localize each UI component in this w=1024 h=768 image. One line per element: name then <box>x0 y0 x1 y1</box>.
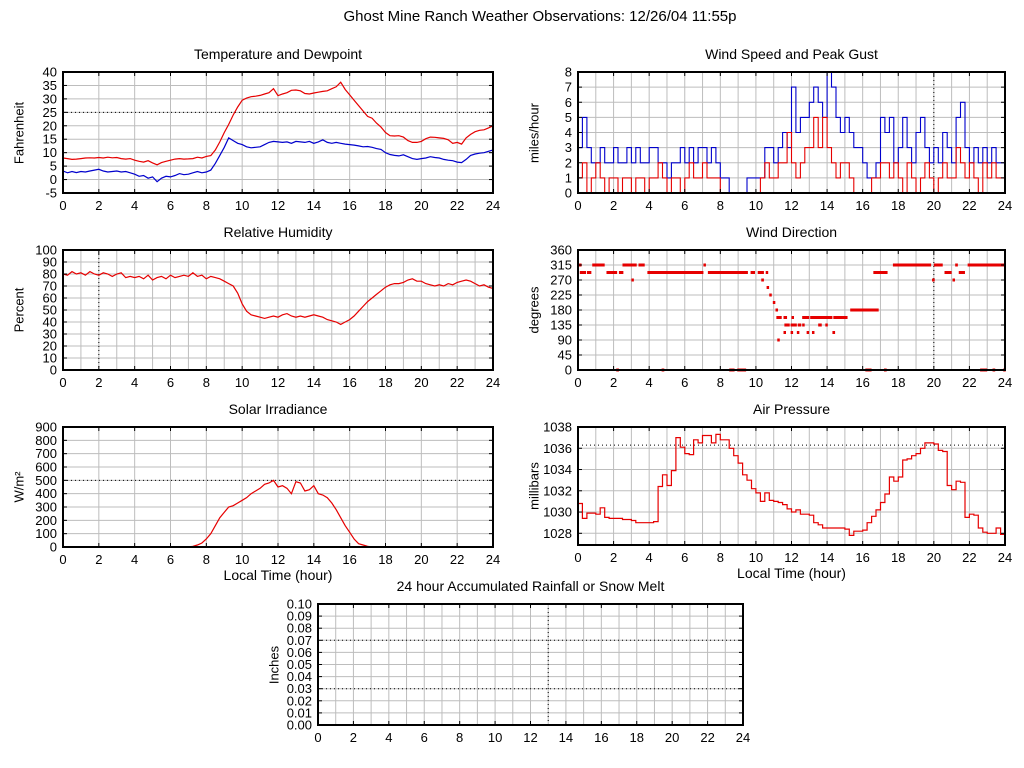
x-axis-label: Local Time (hour) <box>223 567 333 583</box>
chart-title: 24 hour Accumulated Rainfall or Snow Melt <box>396 578 665 594</box>
svg-text:0.01: 0.01 <box>286 705 312 721</box>
svg-text:8: 8 <box>202 198 210 213</box>
svg-text:16: 16 <box>855 550 870 565</box>
svg-text:12: 12 <box>784 198 799 213</box>
chart-rainfall <box>266 578 751 745</box>
svg-text:0: 0 <box>314 730 322 745</box>
svg-text:10: 10 <box>748 198 764 213</box>
svg-text:18: 18 <box>378 198 393 213</box>
svg-text:6: 6 <box>681 198 689 213</box>
svg-text:16: 16 <box>855 375 870 390</box>
svg-text:6: 6 <box>166 198 175 213</box>
svg-text:0.10: 0.10 <box>286 596 312 612</box>
svg-text:0.09: 0.09 <box>286 608 312 624</box>
svg-text:600: 600 <box>35 459 57 475</box>
svg-text:0: 0 <box>574 198 582 213</box>
svg-text:4: 4 <box>131 552 139 567</box>
chart-air-pressure <box>526 401 1013 581</box>
svg-text:12: 12 <box>784 375 799 390</box>
svg-text:100: 100 <box>35 242 57 258</box>
svg-text:18: 18 <box>891 375 906 390</box>
chart-title: Temperature and Dewpoint <box>193 46 363 62</box>
page-title: Ghost Mine Ranch Weather Observations: 12/26/04 11:55p <box>343 8 737 25</box>
svg-text:8: 8 <box>716 375 724 390</box>
svg-text:0: 0 <box>564 362 572 378</box>
svg-text:20: 20 <box>926 198 942 213</box>
svg-text:70: 70 <box>42 278 57 294</box>
svg-text:10: 10 <box>42 145 57 161</box>
svg-text:25: 25 <box>42 104 57 120</box>
svg-text:20: 20 <box>664 730 680 745</box>
temperature-dewpoint-plot <box>42 64 501 213</box>
svg-text:180: 180 <box>550 302 572 318</box>
y-axis-label: Fahrenheit <box>11 101 27 164</box>
svg-text:100: 100 <box>35 526 57 542</box>
y-axis-label: millibars <box>526 462 542 510</box>
chart-wind-direction <box>526 224 1013 390</box>
y-axis-label: Inches <box>266 645 282 684</box>
svg-text:900: 900 <box>35 419 57 435</box>
svg-text:6: 6 <box>166 552 175 567</box>
svg-text:0: 0 <box>49 172 57 188</box>
svg-text:5: 5 <box>49 158 57 174</box>
svg-text:14: 14 <box>306 552 322 567</box>
svg-text:-5: -5 <box>45 185 57 201</box>
svg-text:2: 2 <box>95 552 103 567</box>
svg-text:10: 10 <box>234 552 250 567</box>
svg-text:0.04: 0.04 <box>286 669 312 685</box>
chart-solar-irradiance <box>11 401 501 583</box>
svg-text:0: 0 <box>574 375 582 390</box>
chart-title: Wind Direction <box>745 224 838 240</box>
svg-text:24: 24 <box>485 375 501 390</box>
svg-text:4: 4 <box>564 125 572 140</box>
svg-text:90: 90 <box>42 254 57 270</box>
svg-text:2: 2 <box>95 375 103 390</box>
svg-text:2: 2 <box>349 730 358 745</box>
svg-text:22: 22 <box>449 552 465 567</box>
svg-text:6: 6 <box>166 375 175 390</box>
svg-text:8: 8 <box>564 64 572 80</box>
svg-text:16: 16 <box>855 198 870 213</box>
svg-text:0.03: 0.03 <box>286 681 312 697</box>
svg-text:300: 300 <box>35 499 57 515</box>
svg-text:24: 24 <box>485 552 501 567</box>
svg-text:200: 200 <box>35 512 57 528</box>
svg-text:20: 20 <box>42 118 57 134</box>
y-axis-label: W/m² <box>11 471 27 503</box>
x-axis-label: Local Time (hour) <box>737 565 846 581</box>
svg-text:4: 4 <box>645 550 653 565</box>
svg-text:8: 8 <box>456 730 464 745</box>
svg-text:6: 6 <box>681 550 689 565</box>
svg-text:22: 22 <box>962 198 977 213</box>
svg-text:20: 20 <box>926 550 942 565</box>
chart-title: Wind Speed and Peak Gust <box>705 46 878 62</box>
svg-text:10: 10 <box>234 375 250 390</box>
svg-text:16: 16 <box>342 375 357 390</box>
svg-text:4: 4 <box>645 375 653 390</box>
svg-text:0: 0 <box>49 362 57 378</box>
svg-text:0.07: 0.07 <box>286 632 312 648</box>
svg-text:400: 400 <box>35 486 57 502</box>
svg-text:4: 4 <box>131 375 139 390</box>
svg-text:0: 0 <box>59 198 67 213</box>
svg-text:22: 22 <box>962 550 977 565</box>
svg-text:0.08: 0.08 <box>286 620 312 636</box>
svg-text:700: 700 <box>35 446 57 462</box>
svg-text:16: 16 <box>342 552 357 567</box>
solar-irradiance-plot <box>35 419 501 567</box>
svg-text:24: 24 <box>735 730 751 745</box>
svg-text:1030: 1030 <box>543 504 572 520</box>
svg-text:1034: 1034 <box>543 462 572 478</box>
svg-text:18: 18 <box>629 730 644 745</box>
svg-text:22: 22 <box>962 375 977 390</box>
svg-text:15: 15 <box>42 131 57 147</box>
y-axis-label: Percent <box>11 287 27 333</box>
chart-wind-speed-gust <box>526 46 1013 213</box>
svg-text:0.06: 0.06 <box>286 644 312 660</box>
svg-text:4: 4 <box>645 198 653 213</box>
svg-text:6: 6 <box>564 94 572 110</box>
svg-text:6: 6 <box>420 730 428 745</box>
svg-text:22: 22 <box>449 375 465 390</box>
svg-text:12: 12 <box>270 375 286 390</box>
svg-text:20: 20 <box>926 375 942 390</box>
svg-text:4: 4 <box>385 730 393 745</box>
chart-title: Air Pressure <box>752 401 831 417</box>
svg-text:14: 14 <box>306 198 322 213</box>
svg-text:10: 10 <box>748 550 764 565</box>
wind-speed-gust-plot <box>564 64 1013 213</box>
svg-text:24: 24 <box>997 375 1013 390</box>
svg-text:10: 10 <box>234 198 250 213</box>
svg-text:0.05: 0.05 <box>286 657 312 672</box>
svg-text:80: 80 <box>42 266 57 282</box>
svg-text:12: 12 <box>270 198 286 213</box>
svg-text:20: 20 <box>42 338 57 354</box>
y-axis-label: miles/hour <box>526 102 542 163</box>
svg-text:500: 500 <box>35 472 57 488</box>
svg-text:24: 24 <box>485 198 501 213</box>
svg-text:14: 14 <box>819 550 835 565</box>
svg-text:0: 0 <box>59 375 67 390</box>
svg-text:12: 12 <box>270 552 286 567</box>
svg-text:16: 16 <box>342 198 357 213</box>
svg-text:14: 14 <box>819 375 835 390</box>
svg-text:2: 2 <box>609 550 618 565</box>
svg-text:8: 8 <box>716 550 724 565</box>
svg-text:30: 30 <box>42 326 57 342</box>
svg-text:60: 60 <box>42 290 57 306</box>
svg-text:1038: 1038 <box>543 419 572 435</box>
chart-title: Solar Irradiance <box>228 401 328 417</box>
svg-text:22: 22 <box>700 730 715 745</box>
svg-text:10: 10 <box>748 375 764 390</box>
svg-text:8: 8 <box>716 198 724 213</box>
svg-text:18: 18 <box>378 552 393 567</box>
svg-text:14: 14 <box>558 730 574 745</box>
svg-text:5: 5 <box>564 109 572 125</box>
svg-text:40: 40 <box>42 314 57 330</box>
svg-text:225: 225 <box>550 287 572 303</box>
svg-text:4: 4 <box>131 198 139 213</box>
svg-text:1032: 1032 <box>543 483 572 499</box>
relative-humidity-plot <box>35 242 501 390</box>
y-axis-label: degrees <box>526 286 542 334</box>
svg-text:18: 18 <box>891 198 906 213</box>
svg-text:90: 90 <box>557 332 572 348</box>
svg-text:20: 20 <box>414 198 429 213</box>
svg-text:10: 10 <box>42 350 57 366</box>
svg-text:24: 24 <box>997 550 1013 565</box>
svg-text:360: 360 <box>550 242 572 258</box>
svg-text:0: 0 <box>564 185 572 201</box>
svg-text:315: 315 <box>550 257 572 273</box>
svg-text:18: 18 <box>378 375 393 390</box>
svg-text:0.02: 0.02 <box>286 693 312 709</box>
svg-text:8: 8 <box>202 375 210 390</box>
svg-text:18: 18 <box>891 550 906 565</box>
svg-text:20: 20 <box>414 375 429 390</box>
svg-text:2: 2 <box>564 155 572 171</box>
svg-text:30: 30 <box>42 91 57 107</box>
svg-text:12: 12 <box>784 550 799 565</box>
svg-text:3: 3 <box>564 140 572 156</box>
wind-direction-plot <box>550 242 1013 390</box>
svg-text:1036: 1036 <box>543 440 572 456</box>
svg-text:22: 22 <box>449 198 465 213</box>
chart-relative-humidity <box>11 224 501 390</box>
svg-text:0: 0 <box>574 550 582 565</box>
svg-text:40: 40 <box>42 64 57 80</box>
svg-text:135: 135 <box>550 317 572 333</box>
svg-text:24: 24 <box>997 198 1013 213</box>
svg-text:12: 12 <box>523 730 538 745</box>
svg-text:2: 2 <box>609 198 618 213</box>
svg-text:0.00: 0.00 <box>286 717 312 733</box>
svg-text:2: 2 <box>95 198 103 213</box>
rainfall-plot <box>286 596 751 745</box>
svg-text:14: 14 <box>819 198 835 213</box>
svg-text:35: 35 <box>42 77 57 93</box>
chart-title: Relative Humidity <box>223 224 333 240</box>
svg-text:7: 7 <box>564 79 572 95</box>
svg-text:270: 270 <box>550 272 572 288</box>
air-pressure-plot <box>543 419 1013 565</box>
svg-text:1: 1 <box>564 170 572 186</box>
svg-text:6: 6 <box>681 375 689 390</box>
svg-text:8: 8 <box>202 552 210 567</box>
svg-text:20: 20 <box>414 552 429 567</box>
svg-text:10: 10 <box>487 730 503 745</box>
svg-text:0: 0 <box>49 539 57 555</box>
svg-text:1028: 1028 <box>543 525 572 541</box>
svg-text:45: 45 <box>557 347 572 363</box>
chart-temperature-dewpoint <box>11 46 501 213</box>
svg-text:0: 0 <box>59 552 67 567</box>
svg-text:16: 16 <box>594 730 609 745</box>
svg-text:14: 14 <box>306 375 322 390</box>
svg-text:800: 800 <box>35 432 57 448</box>
svg-text:2: 2 <box>609 375 618 390</box>
svg-text:50: 50 <box>42 302 57 318</box>
